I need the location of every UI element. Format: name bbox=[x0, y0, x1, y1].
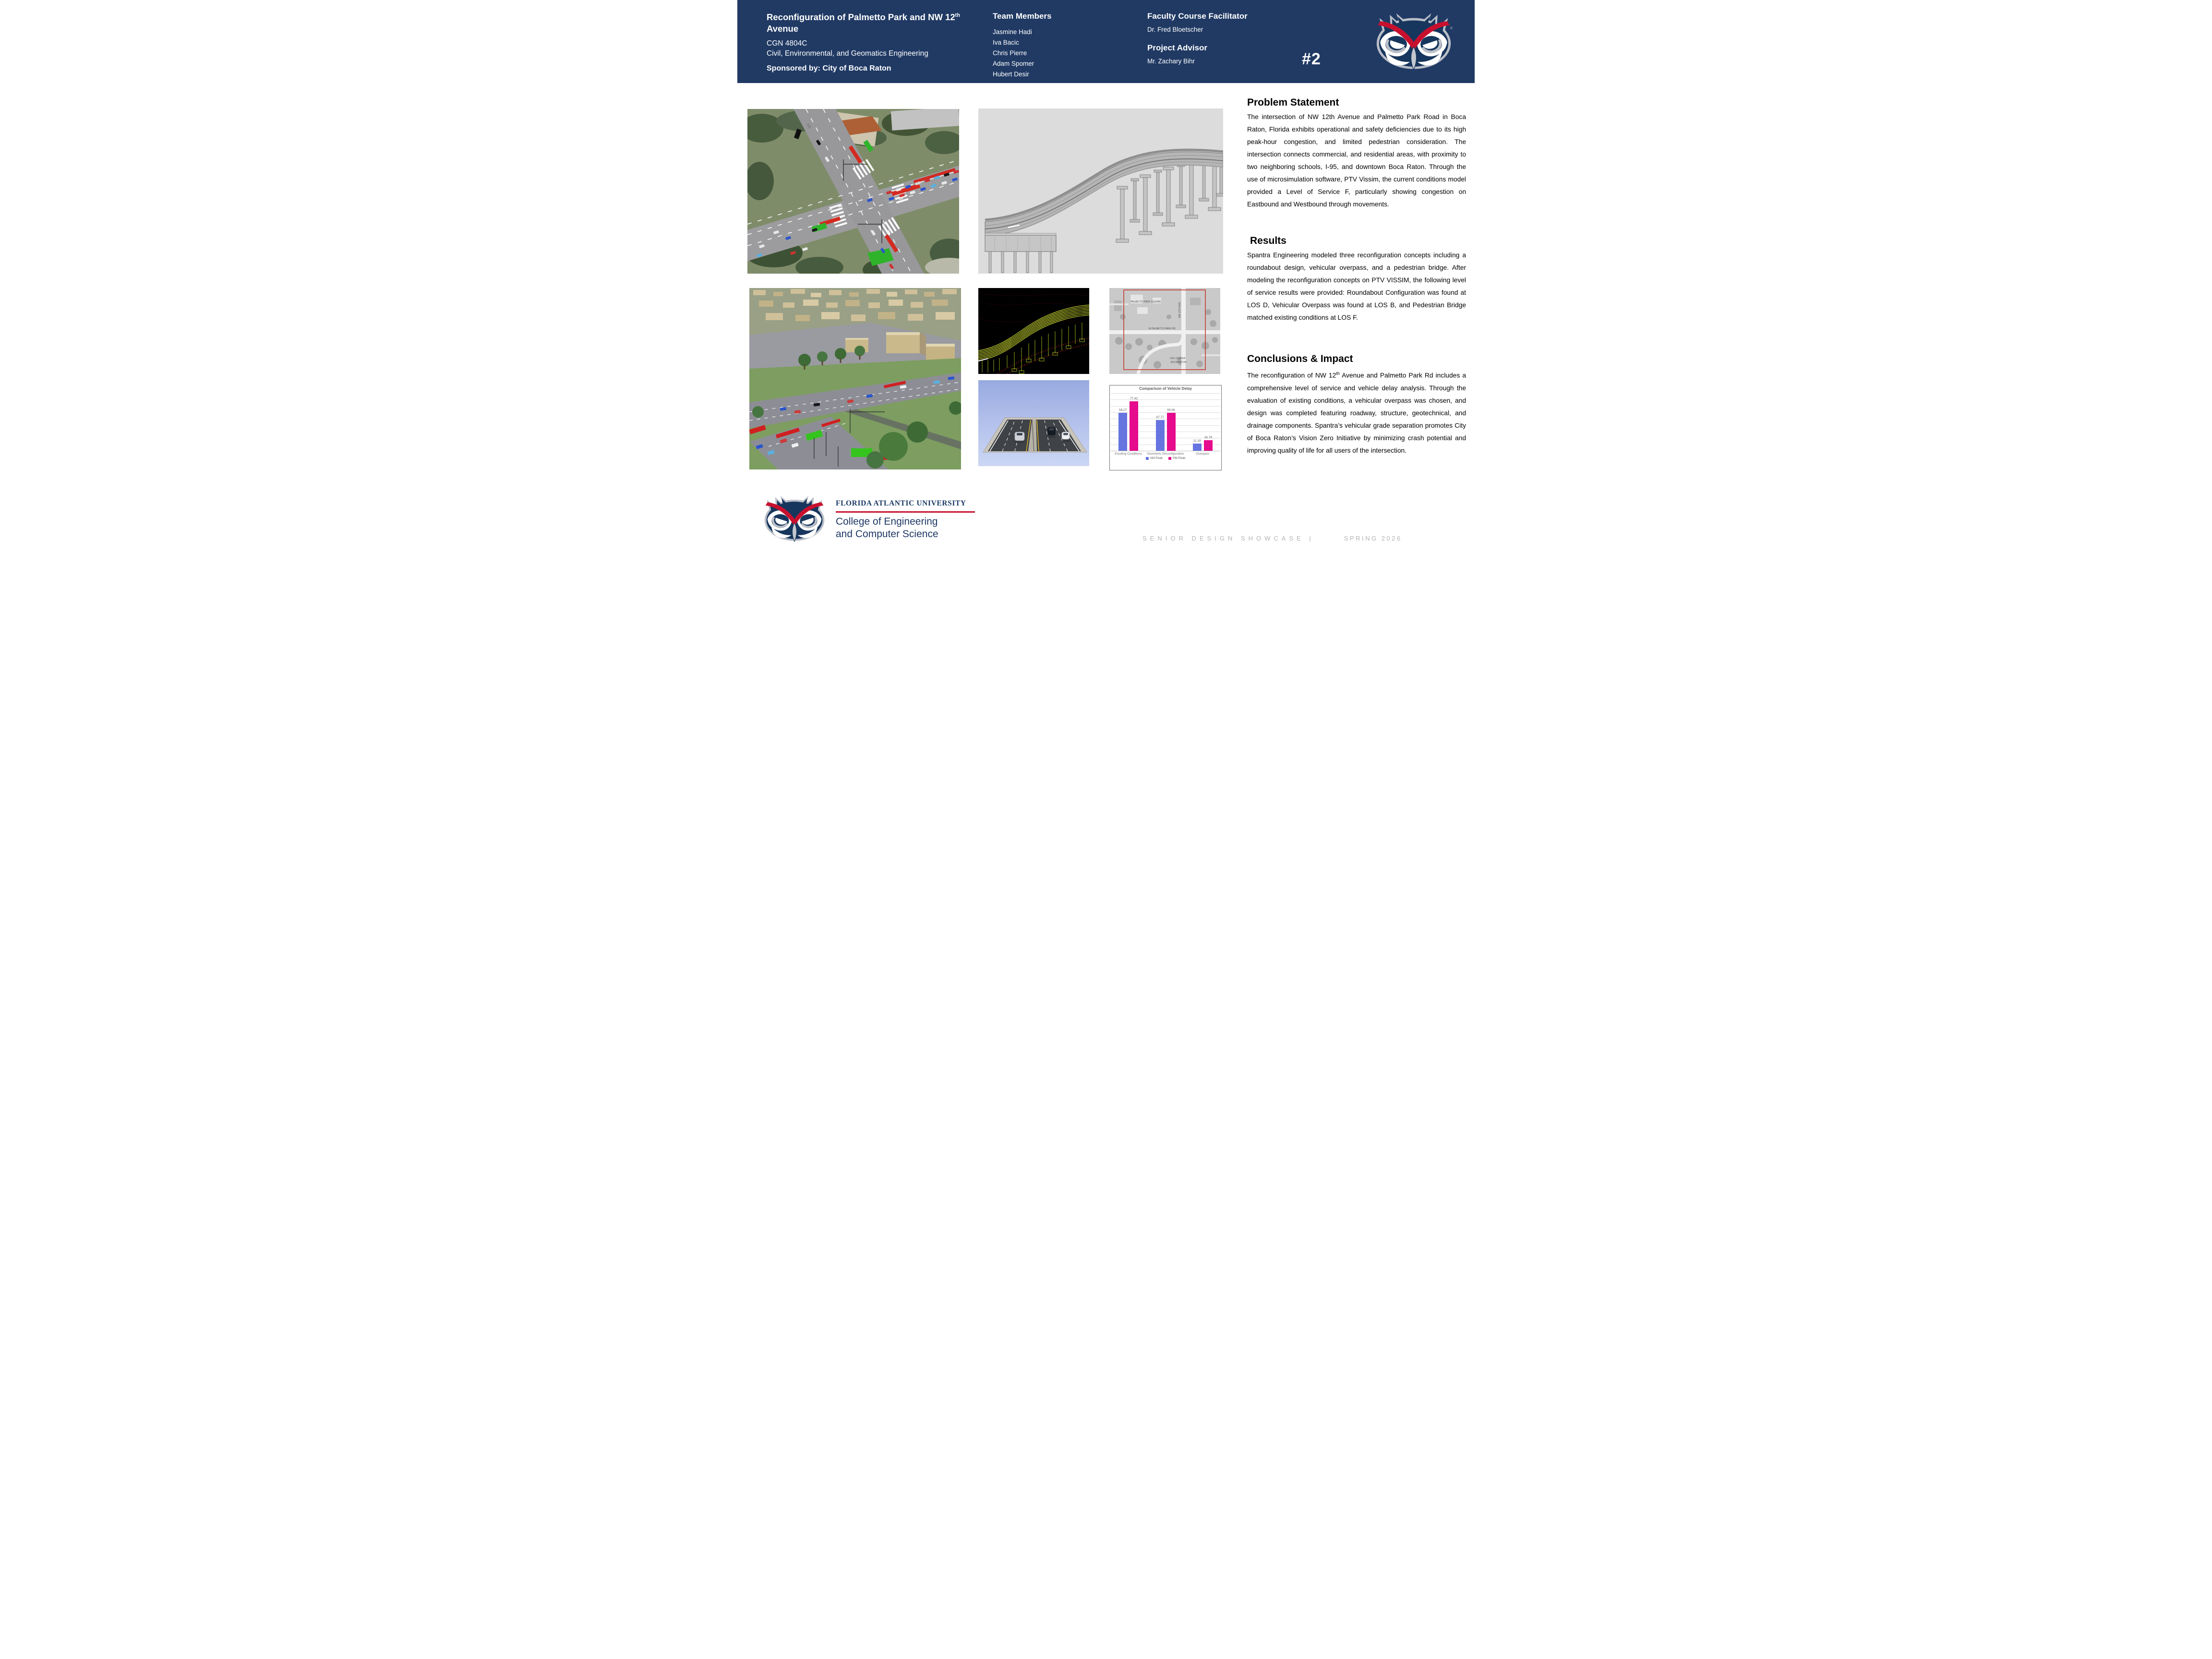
fau-wordmark-block bbox=[836, 499, 975, 541]
figure-bridge-deck-render bbox=[978, 380, 1089, 466]
figure-vissim-3d-model bbox=[749, 288, 961, 469]
figure-intersection-simulation bbox=[747, 109, 959, 274]
header-bar bbox=[737, 0, 1475, 83]
bar-value-label: 59.27 bbox=[1119, 408, 1127, 412]
bar-value-label: 59.06 bbox=[1167, 409, 1175, 412]
legend-swatch-icon bbox=[1168, 457, 1171, 460]
bar-value-label: 77.42 bbox=[1130, 397, 1138, 400]
map-label-life-center: LIFE CENTER bbox=[1170, 357, 1186, 360]
team-member: Hubert Desir bbox=[993, 71, 1029, 78]
figure-vehicle-delay-chart bbox=[1109, 385, 1222, 470]
title-block bbox=[767, 12, 987, 73]
figure-cad-wireframe bbox=[978, 288, 1089, 374]
fau-owl-logo-icon bbox=[1374, 12, 1454, 72]
results-heading: Results bbox=[1250, 235, 1286, 246]
poster-title-text: Reconfiguration of Palmetto Park and NW 12 bbox=[767, 12, 955, 22]
showcase-term: SPRING 2026 bbox=[1344, 535, 1402, 542]
results-body: Spantra Engineering modeled three reconfiguration concepts including a roundabout design, vehicular overpass, and a pedestrian bridge. After modeling the reconfiguration concepts on PTV VISSIM, the following level of service results were provided: Roundabout Configuration was found at LOS D, Vehicular Overpass was found at LOS B, and Pedestrian Bridge matched existing conditions at LOS F. bbox=[1247, 252, 1466, 321]
chart-gridline bbox=[1111, 412, 1220, 413]
category-label: Geometric Reconfiguration bbox=[1147, 452, 1184, 456]
fau-college-name bbox=[836, 516, 975, 541]
course-code: CGN 4804C bbox=[767, 39, 807, 48]
map-label-square: PALMETTO PARK SQUARE bbox=[1130, 301, 1161, 303]
figure-overpass-render bbox=[978, 108, 1223, 274]
showcase-label: SENIOR DESIGN SHOWCASE | bbox=[1142, 535, 1314, 542]
map-label-road: W PALMETTO PARK RD bbox=[1149, 327, 1176, 330]
legend-swatch-icon bbox=[1146, 457, 1149, 460]
legend-label: PM Peak bbox=[1173, 457, 1186, 460]
section-conclusions bbox=[1247, 353, 1466, 457]
conclusions-sup: th bbox=[1336, 371, 1340, 376]
conclusions-body bbox=[1247, 367, 1466, 457]
conclusions-heading: Conclusions & Impact bbox=[1247, 353, 1353, 364]
section-results bbox=[1247, 235, 1466, 324]
team-members-list bbox=[993, 27, 1113, 80]
poster-title bbox=[767, 12, 987, 35]
chart-legend bbox=[1110, 457, 1221, 460]
bar-pm-peak bbox=[1130, 401, 1138, 451]
advisors-column bbox=[1147, 12, 1282, 65]
section-problem-statement bbox=[1247, 97, 1466, 211]
bar-pm-peak bbox=[1204, 440, 1213, 451]
registered-trademark-icon: ® bbox=[1450, 27, 1453, 30]
bar-value-label: 11.18 bbox=[1193, 439, 1201, 443]
category-label: Overpass bbox=[1196, 452, 1210, 456]
legend-item bbox=[1146, 457, 1163, 460]
college-line-1: College of Engineering bbox=[836, 516, 938, 527]
facilitator-heading: Faculty Course Facilitator bbox=[1147, 12, 1248, 21]
poster-title-sup: th bbox=[955, 12, 961, 18]
conclusions-text-rest: Avenue and Palmetto Park Rd includes a comprehensive level of service and vehicle delay analysis. Through the evaluation of existing conditions, a vehicular overpass was chosen, and design was completed featuring roadway, structure, geotechnical, and drainage components. Spantra’s vehicular grade separation promotes City of Boca Raton’s Vision Zero Initiative by minimizing crash potential and improving quality of life for all users of the intersection. bbox=[1247, 372, 1466, 454]
chart-gridline bbox=[1111, 406, 1220, 407]
facilitator-name: Dr. Fred Bloetscher bbox=[1147, 26, 1203, 33]
team-members-column bbox=[993, 12, 1113, 80]
team-member: Chris Pierre bbox=[993, 49, 1027, 57]
bar-am-peak bbox=[1156, 420, 1165, 451]
figure-site-map bbox=[1109, 288, 1220, 374]
college-line-2: and Computer Science bbox=[836, 529, 938, 540]
legend-label: AM Peak bbox=[1150, 457, 1163, 460]
showcase-footer bbox=[1142, 535, 1402, 542]
bar-pm-peak bbox=[1167, 413, 1176, 451]
fau-university-name: FLORIDA ATLANTIC UNIVERSITY bbox=[836, 499, 966, 507]
bar-value-label: 16.78 bbox=[1204, 435, 1212, 439]
team-members-heading: Team Members bbox=[993, 12, 1052, 21]
bar-am-peak bbox=[1193, 444, 1202, 451]
department-name: Civil, Environmental, and Geomatics Engineering bbox=[767, 49, 928, 58]
problem-statement-heading: Problem Statement bbox=[1247, 97, 1339, 108]
map-label-city: BOCA RATON bbox=[1171, 361, 1187, 364]
poster-page bbox=[737, 0, 1475, 553]
category-label: Exisiting Conditions bbox=[1115, 452, 1142, 456]
poster-title-rest: Avenue bbox=[767, 24, 799, 34]
bar-value-label: 47.77 bbox=[1156, 416, 1164, 420]
advisor-heading: Project Advisor bbox=[1147, 43, 1208, 52]
sponsor-line: Sponsored by: City of Boca Raton bbox=[767, 64, 891, 72]
chart-title: Comparison of Vehicle Delay bbox=[1139, 386, 1192, 391]
map-label-avenue: NW 12TH AVE bbox=[1178, 302, 1181, 318]
fau-owl-logo-icon bbox=[762, 494, 827, 543]
chart-gridline bbox=[1111, 425, 1220, 426]
chart-gridline bbox=[1111, 393, 1220, 394]
advisor-name: Mr. Zachary Bihr bbox=[1147, 58, 1195, 65]
team-member: Iva Bacic bbox=[993, 39, 1019, 46]
bar-am-peak bbox=[1118, 413, 1127, 451]
team-member: Jasmine Hadi bbox=[993, 28, 1032, 36]
fau-red-rule bbox=[836, 511, 975, 513]
conclusions-text: The reconfiguration of NW 12 bbox=[1247, 372, 1336, 379]
problem-statement-body: The intersection of NW 12th Avenue and Palmetto Park Road in Boca Raton, Florida exhibits operational and safety deficiencies due to its high peak-hour congestion, and limited pedestrian consideration. The intersection connects commercial, and residential areas, with proximity to two neighboring schools, I-95, and downtown Boca Raton. Through the use of microsimulation software, PTV Vissim, the current conditions model provided a Level of Service F, particularly showing congestion on Eastbound and Westbound through movements. bbox=[1247, 113, 1466, 208]
legend-item bbox=[1168, 457, 1185, 460]
poster-number: #2 bbox=[1302, 50, 1321, 68]
team-member: Adam Spomer bbox=[993, 60, 1034, 67]
